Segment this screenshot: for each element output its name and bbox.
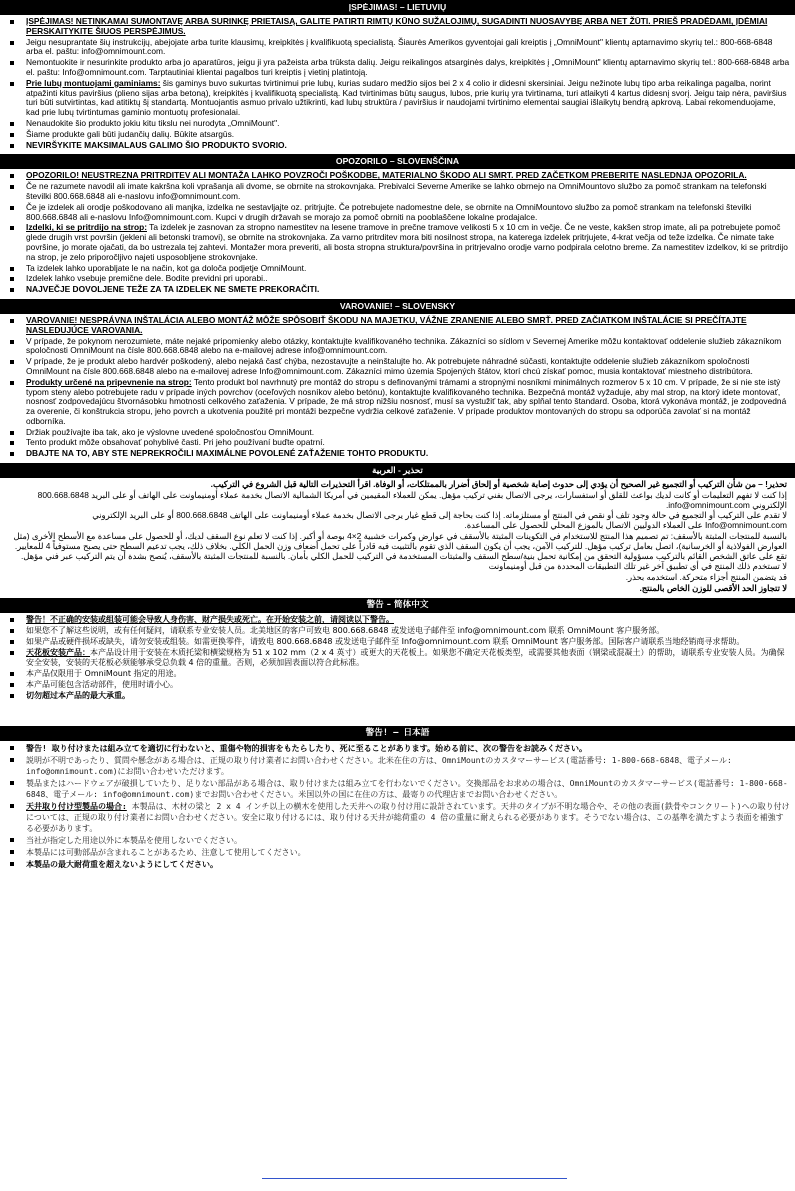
list-item: 如果产品或硬件损坏或缺失，请勿安装或组装。如需更换零件，请致电 800.668.6848 或发送电子邮件至 Info@omnimount.com 联系 OmniMount 客户服务部。国际客户请联系当地经销商寻求帮助。 — [26, 637, 791, 647]
list-item: Šiame produkte gali būti judančių dalių. Būkite atsargūs. — [26, 130, 791, 140]
section-slovenian — [0, 154, 795, 295]
list-item: تحذير! – من شأن التركيب أو التجميع غير الصحيح أن يؤدي إلى حدوث إصابة شخصية أو إلحاق أضرار بالممتلكات، أو الوفاة. اقرأ التحذيرات التالية قبل الشروع في التركيب. — [210, 479, 787, 490]
section-header-slovenian: OPOZORILO – SLOVENŠČINA — [0, 154, 795, 169]
list-item: 切勿超过本产品的最大承重。 — [26, 691, 791, 701]
warning-list-slovenian — [0, 171, 795, 295]
list-item: NAJVEČJE DOVOLJENE TEŽE ZA TA IZDELEK NE SMETE PREKORAČITI. — [26, 285, 791, 295]
list-item: Nenaudokite šio produkto jokiu kitu tikslu nei nurodyta „OmniMount". — [26, 119, 791, 129]
list-item: V prípade, že pokynom nerozumiete, máte nejaké pripomienky alebo otázky, kontaktujte kvalifikovaného technika. Zákazníci so sídlom v Severnej Amerike môžu kontaktovať oddelenie služieb zákazníkom spoločnosti OmniMount na čísle 800.668.6848 alebo na e-mailovej adrese info@omnimount.com. — [26, 337, 791, 357]
list-item: 本製品には可動部品が含まれることがあるため、注意して使用してください。 — [26, 847, 791, 858]
list-item: قد يتضمن المنتج أجزاء متحركة. استخدمه بحذر. — [625, 572, 787, 583]
list-item: إذا كنت لا تفهم التعليمات أو كانت لديك بواعث للقلق أو استفسارات، يرجى الاتصال بفني تركيب مؤهل. يمكن للعملاء المقيمين في أمريكا الشمالية الاتصال بخدمة عملاء أومنيماونت على الهاتف أو على البريد 800.668.6848 الإلكتروني info@omnimount.com. — [37, 489, 787, 510]
list-item: لا تتجاوز الحد الأقصى للوزن الخاص بالمنتج. — [639, 583, 787, 594]
list-item: Izdelek lahko vsebuje premične dele. Bodite previdni pri uporabi.. — [26, 274, 791, 284]
warning-list-lithuanian — [0, 17, 795, 150]
section-header-arabic: تحذير - العربية — [0, 463, 795, 478]
list-item: 天花板安装产品：本产品设计用于安装在木质托梁和横梁规格为 51 x 102 mm（2 x 4 英寸）或更大的天花板上。如果您不确定天花板类型，或需要其他表面（钢梁或混凝土）的帮助，请联系专业安装人员。为确保安全安装，安装的天花板必须能够承受总负载 4 倍的重量。否则，必须加固表面以符合此标准。 — [26, 648, 791, 668]
section-lithuanian — [0, 0, 795, 150]
list-item: 警告！不正确的安装或组装可能会导致人身伤害、财产损失或死亡。在开始安装之前，请阅读以下警告。 — [26, 615, 791, 625]
footer-divider — [262, 1178, 567, 1179]
list-item: DBAJTE NA TO, ABY STE NEPREKROČILI MAXIMÁLNE POVOLENÉ ZAŤAŽENIE TOHTO PRODUKTU. — [26, 449, 791, 459]
list-item: Držiak používajte iba tak, ako je výslovne uvedené spoločnosťou OmniMount. — [26, 428, 791, 438]
list-item: Ta izdelek lahko uporabljate le na način, kot ga določa podjetje OmniMount. — [26, 264, 791, 274]
list-item: 如果您不了解这些说明，或有任何疑问，请联系专业安装人员。北美地区的客户可致电 800.668.6848 或发送电子邮件至 info@omnimount.com 联系 OmniMount 客户服务部。 — [26, 626, 791, 636]
section-japanese — [0, 726, 795, 870]
list-item: ĮSPĖJIMAS! NETINKAMAI SUMONTAVĘ ARBA SURINKĘ PRIETAISĄ, GALITE PATIRTI RIMTŲ KŪNO SUŽALOJIMŲ, SUGADINTI NUOSAVYBĘ ARBA NET ŽŪTI. PRIEŠ PRADĖDAMI, ĮDĖMIAI PERSKAITYKITE ŠIUOS PERSPĖJIMUS. — [26, 17, 791, 37]
list-item: 本产品仅限用于 OmniMount 指定的用途。 — [26, 669, 791, 679]
list-item: 説明が不明であったり、質問や懸念がある場合は、正規の取り付け業者にお問い合わせください。北米在住の方は、OmniMountのカスタマーサービス(電話番号: 1-800-668-6848、電子メール: info@omnimount.com)にお問い合わせいただけます。 — [26, 755, 791, 777]
list-item: NEVIRŠYKITE MAKSIMALAUS GALIMO ŠIO PRODUKTO SVORIO. — [26, 141, 791, 151]
list-item: لا تقدم على التركيب أو التجميع في حالة وجود تلف أو نقص في المنتج أو مستلزماته. إذا كنت بحاجة إلى قطع غيار يرجى الاتصال بخدمة عملاء أومنيماونت على الهاتف 800.668.6848 أو على البريد الإلكتروني Info@omnimount.com على العملاء الدوليين الاتصال بالموزع المحلي للحصول على المساعدة. — [92, 510, 787, 531]
list-item: Prie lubų montuojami gaminiams: šis gaminys buvo sukurtas tvirtinimui prie lubų, kurias sudaro medžio sijos bei 2 x 4 colio ir didesni skersiniai. Jeigu nežinote lubų tipo arba reikalinga pagalba, norint atpažinti kitus paviršius (plieno sijas arba betoną), kreipkitės į kvalifikuotą specialistą. Kad tvirtinimas būtų saugus, lubos, prie kurių yra tvirtinama, turi atlaikyti 4 kartus didesnį svorį. Jeigu taip nėra, paviršius turi būti sutvirtintas, kad atitiktų šį standartą. Montuojantis asmuo privalo užtikrinti, kad lubų struktūra / paviršius ir naudojami tvirtinimo elementai saugiai išlaikytų bendrą apkrovą. Labai rekomenduojame, kad prie lubų tvirtintumas gaminio montuotų profesionalai. — [26, 79, 791, 118]
warning-list-arabic — [0, 480, 795, 594]
list-item: Tento produkt môže obsahovať pohyblivé časti. Pri jeho používaní buďte opatrní. — [26, 438, 791, 448]
list-item: 天井取り付け型製品の場合: 本製品は、木材の梁と 2 x 4 インチ以上の横木を使用した天井への取り付け用に設計されています。天井のタイプが不明な場合や、その他の表面(鉄骨やコンクリート)への取り付けについては、正規の取り付け業者にお問い合わせください。安全に取り付けるには、取り付ける天井が総荷重の 4 倍の重量に耐えられる必要があります。そうでない場合は、この基準を満たすよう表面を補強する必要があります。 — [26, 801, 790, 833]
list-item: 製品またはハードウェアが破損していたり、足りない部品がある場合は、取り付けまたは組み立てを行わないでください。交換部品をお求めの場合は、OmniMountのカスタマーサービス(電話番号: 1-800-668-6848、電子メール: info@omnimount.com)までお問い合わせください。米国以外の国に在住の方は、最寄りの代理店までお問い合わせください。 — [26, 778, 791, 800]
warning-list-chinese — [0, 615, 795, 701]
list-item: Če ne razumete navodil ali imate kakršna koli vprašanja ali dvome, se obrnite na strokovnjaka. Prebivalci Severne Amerike se lahko obrnejo na OmniMountovo službo za pomoč strankam na telefonski številki 800.668.6848 ali e-naslovu info@omnimount.com. — [26, 182, 791, 202]
list-item: Nemontuokite ir nesurinkite produkto arba jo aparatūros, jeigu ji yra pažeista arba trūksta dalių. Jeigu reikalingos atsarginės dalys, kreipkitės į „OmniMount" klientų aptarnavimo skyrių tel.: 800-668-6848 arba el. paštu: Info@omnimount.com. Tarptautiniai klientai pagalbos turi kreiptis į vietinį platintoją. — [26, 57, 790, 77]
list-item: 警告! 取り付けまたは組み立てを適切に行わないと、重傷や物的損害をもたらしたり、死に至ることがあります。始める前に、次の警告をお読みください。 — [26, 743, 791, 754]
warning-list-japanese — [0, 743, 795, 870]
list-item: Izdelki, ki se pritrdijo na strop: Ta izdelek je zasnovan za stropno namestitev na lesene tramove in prečne tramove velikosti 5 x 10 cm in večje. Če ne veste, kakšen strop imate, ali pa potrebujete pomoč glede drugih vrst površin (jekleni ali betonski tramovi), se obrnite na strokovnjaka. Za varno pritrditev mora biti nosilnost stropa, na katerega izdelek pritrjujete, 4-krat večja od teže izdelka. Če nimate take površine, jo morate ojačati, da bo ustrezala tej zahtevi. Montažer mora preveriti, ali bosta stropna struktura/površina in pritrjevalno orodje varno podpirala celotno breme. Za namestitev izdelkov, ki se pritrdijo na strop, je zelo priporočljivo najeti usposobljene strokovnjake. — [26, 223, 791, 262]
section-spacer — [0, 702, 795, 722]
section-header-japanese: 警告! – 日本語 — [0, 726, 795, 741]
list-item: بالنسبة للمنتجات المثبتة بالأسقف: تم تصميم هذا المنتج للاستخدام في التكوينات المثبتة بالأسقف في عوارض وكمرات خشبية 2×4 بوصة أو أكبر. إذا كنت لا تعلم نوع السقف لديك، أو للحصول على مساعدة مع الأسطح الأخرى (مثل العوارض الفولاذية أو الخرسانية)، اتصل بعامل تركيب مؤهل. للتركيب الآمن، يجب أن يكون السقف الذي تقوم بالتثبيت فيه قادراً على تحمل أضعاف وزن الحمل الكلي. بخلاف ذلك، يجب تدعيم السطح حتى يصبح مستوفياً 4 للمعايير. تقع على عاتق الشخص القائم بالتركيب مسؤولية التحقق من إمكانية تحمل بنية/سطح السقف والمثبتات المستخدمة في التركيب للحمل الكلي بأمان. بالنسبة للمنتجات المثبتة بالأسقف، يُنصح بشدة أن يتم التركيب عبر فني مؤهل. — [13, 531, 787, 561]
section-header-lithuanian: ĮSPĖJIMAS! – LIETUVIŲ — [0, 0, 795, 15]
list-item: 当社が指定した用途以外に本製品を使用しないでください。 — [26, 835, 791, 846]
section-arabic — [0, 463, 795, 594]
section-slovak — [0, 299, 795, 459]
section-header-chinese: 警告 – 简体中文 — [0, 598, 795, 613]
list-item: Produkty určené na pripevnenie na strop: Tento produkt bol navrhnutý pre montáž do stropu s definovanými trámami a stropnými nosníkmi minimálnych rozmerov 5 x 10 cm. V prípade, že si nie ste istý typom steny alebo potrebujete radu v prípade iných povrchov (oceľových nosníkov alebo betónu), kontaktujte kvalifikovaného technika. Bezpečná montáž vyžaduje, aby mal strop, na ktorý idete montovať, nosnosť zodpovedajúcu štvornásobku hmotnosti celkového zaťaženia. V prípade, že má strop nižšiu nosnosť, musí sa vystužiť tak, aby splňal tento štandard. Osoba, ktorá vykonáva montáž, je zodpovedná za overenie, či konštrukcia stropu, jeho povrch a ukotvenia použité pri montáži bezpečne vydržia celkové zaťaženie. V prípade produktov montovaných do stropu sa odporúča zavolať si na montáž odborníka. — [26, 378, 791, 427]
list-item: Jeigu nesuprantate šių instrukcijų, abejojate arba turite klausimų, kreipkitės į kvalifikuotą specialistą. Šiaurės Amerikos gyventojai gali kreiptis į „OmniMount" klientų aptarnavimo skyrių tel.: 800-668-6848 arba el. paštu: info@omnimount.com. — [26, 38, 791, 58]
list-item: 本製品の最大耐荷重を超えないようにしてください。 — [26, 859, 791, 870]
warning-list-slovak — [0, 316, 795, 459]
section-chinese — [0, 598, 795, 722]
list-item: Če je izdelek ali orodje poškodovano ali manjka, izdelka ne sestavljajte oz. pritrjujte. Če potrebujete nadomestne dele, se obrnite na OmniMountovo službo za pomoč strankam na telefonski številki 800.668.6848 ali e-naslovu Info@omnimount.com. Kupci v drugih državah se morajo za pomoč obrniti na pooblaščene lokalne prodajalce. — [26, 203, 791, 223]
list-item: لا تستخدم ذلك المنتج في أي تطبيق آخر غير تلك التطبيقات المحددة من قبل أومنيماونت — [488, 561, 787, 572]
list-item: 本产品可能包含活动部件，使用时请小心。 — [26, 680, 791, 690]
list-item: OPOZORILO! NEUSTREZNA PRITRDITEV ALI MONTAŽA LAHKO POVZROČI POŠKODBE, MATERIALNO ŠKODO ALI SMRT. PRED ZAČETKOM PREBERITE NASLEDNJA OPOZORILA. — [26, 171, 791, 181]
list-item: VAROVANIE! NESPRÁVNA INŠTALÁCIA ALEBO MONTÁŽ MÔŽE SPÔSOBIŤ ŠKODU NA MAJETKU, VÁŽNE ZRANENIE ALEBO SMRŤ. PRED ZAČIATKOM INŠTALÁCIE SI PREČÍTAJTE NASLEDUJÚCE VAROVANIA. — [26, 316, 791, 336]
section-header-slovak: VAROVANIE! – SLOVENSKY — [0, 299, 795, 314]
list-item: V prípade, že je produkt alebo hardvér poškodený, alebo nejaká časť chýba, nezostavujte a neinštalujte ho. Ak potrebujete náhradné súčasti, kontaktujte oddelenie služieb zákazníkom spoločnosti OmniMount na čísle 800.668.6848 alebo na e-mailovej adrese Info@omnimount.com. Zákazníci mimo územia Spojených štátov, ktorí chcú získať pomoc, musia kontaktovať miestneho distribútora. — [26, 357, 791, 377]
